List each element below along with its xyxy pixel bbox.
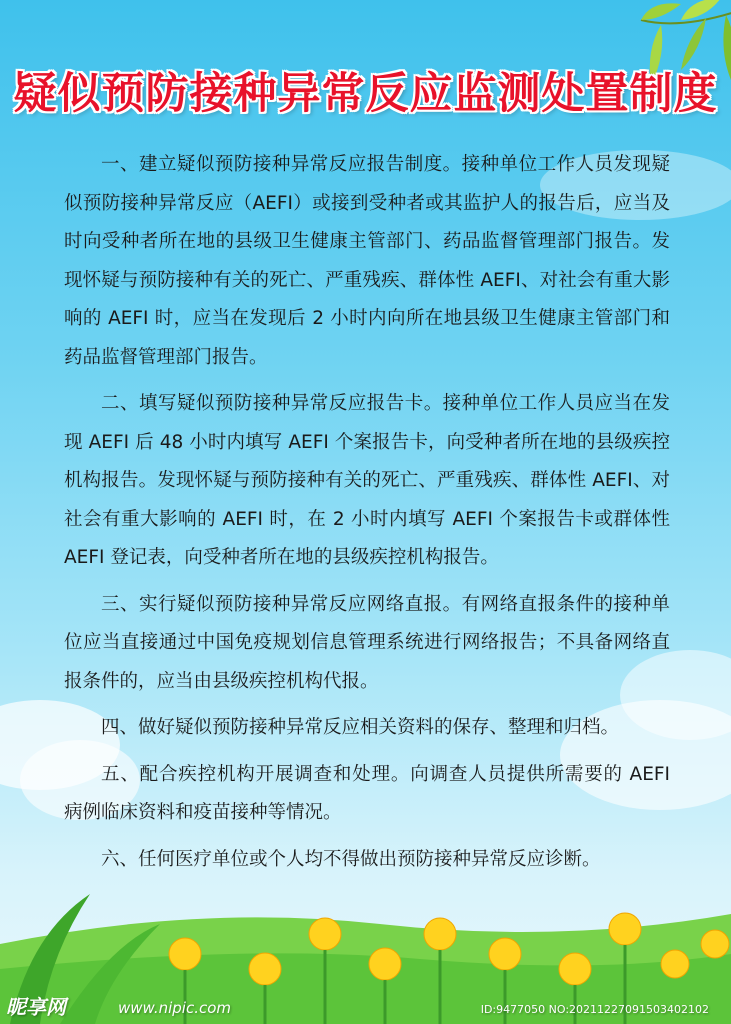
regulation-body	[64, 146, 670, 887]
watermark-url: www.nipic.com	[118, 999, 232, 1017]
grass-flower-decoration	[0, 874, 731, 1024]
watermark-logo: 昵享网	[6, 995, 66, 1019]
clause-2: 二、填写疑似预防接种异常反应报告卡。接种单位工作人员应当在发现 AEFI 后 48 小时内填写 AEFI 个案报告卡，向受种者所在地的县级疾控机构报告。发现怀疑与预防接种有关的死亡、严重残疾、群体性 AEFI、对社会有重大影响的 AEFI 时，在 2 小时内填写 AEFI 个案报告卡或群体性 AEFI 登记表，向受种者所在地的县级疾控机构报告。	[64, 393, 670, 568]
clause-6: 六、任何医疗单位或个人均不得做出预防接种异常反应诊断。	[101, 848, 601, 870]
clause-1: 一、建立疑似预防接种异常反应报告制度。接种单位工作人员发现疑似预防接种异常反应（AEFI）或接到受种者或其监护人的报告后，应当及时向受种者所在地的县级卫生健康主管部门、药品监督管理部门报告。发现怀疑与预防接种有关的死亡、严重残疾、群体性 AEFI、对社会有重大影响的 AEFI 时，应当在发现后 2 小时内向所在地县级卫生健康主管部门和药品监督管理部门报告。	[64, 154, 670, 368]
clause-4: 四、做好疑似预防接种异常反应相关资料的保存、整理和归档。	[101, 717, 620, 738]
poster-title: 疑似预防接种异常反应监测处置制度	[13, 69, 718, 119]
clause-5: 五、配合疾控机构开展调查和处理。向调查人员提供所需要的 AEFI 病例临床资料和疫苗接种等情况。	[64, 763, 670, 823]
watermark-id: ID:9477050 NO:20211227091503402102	[480, 1003, 709, 1016]
clause-3: 三、实行疑似预防接种异常反应网络直报。有网络直报条件的接种单位应当直接通过中国免疫规划信息管理系统进行网络报告；不具备网络直报条件的，应当由县级疾控机构代报。	[64, 593, 670, 692]
